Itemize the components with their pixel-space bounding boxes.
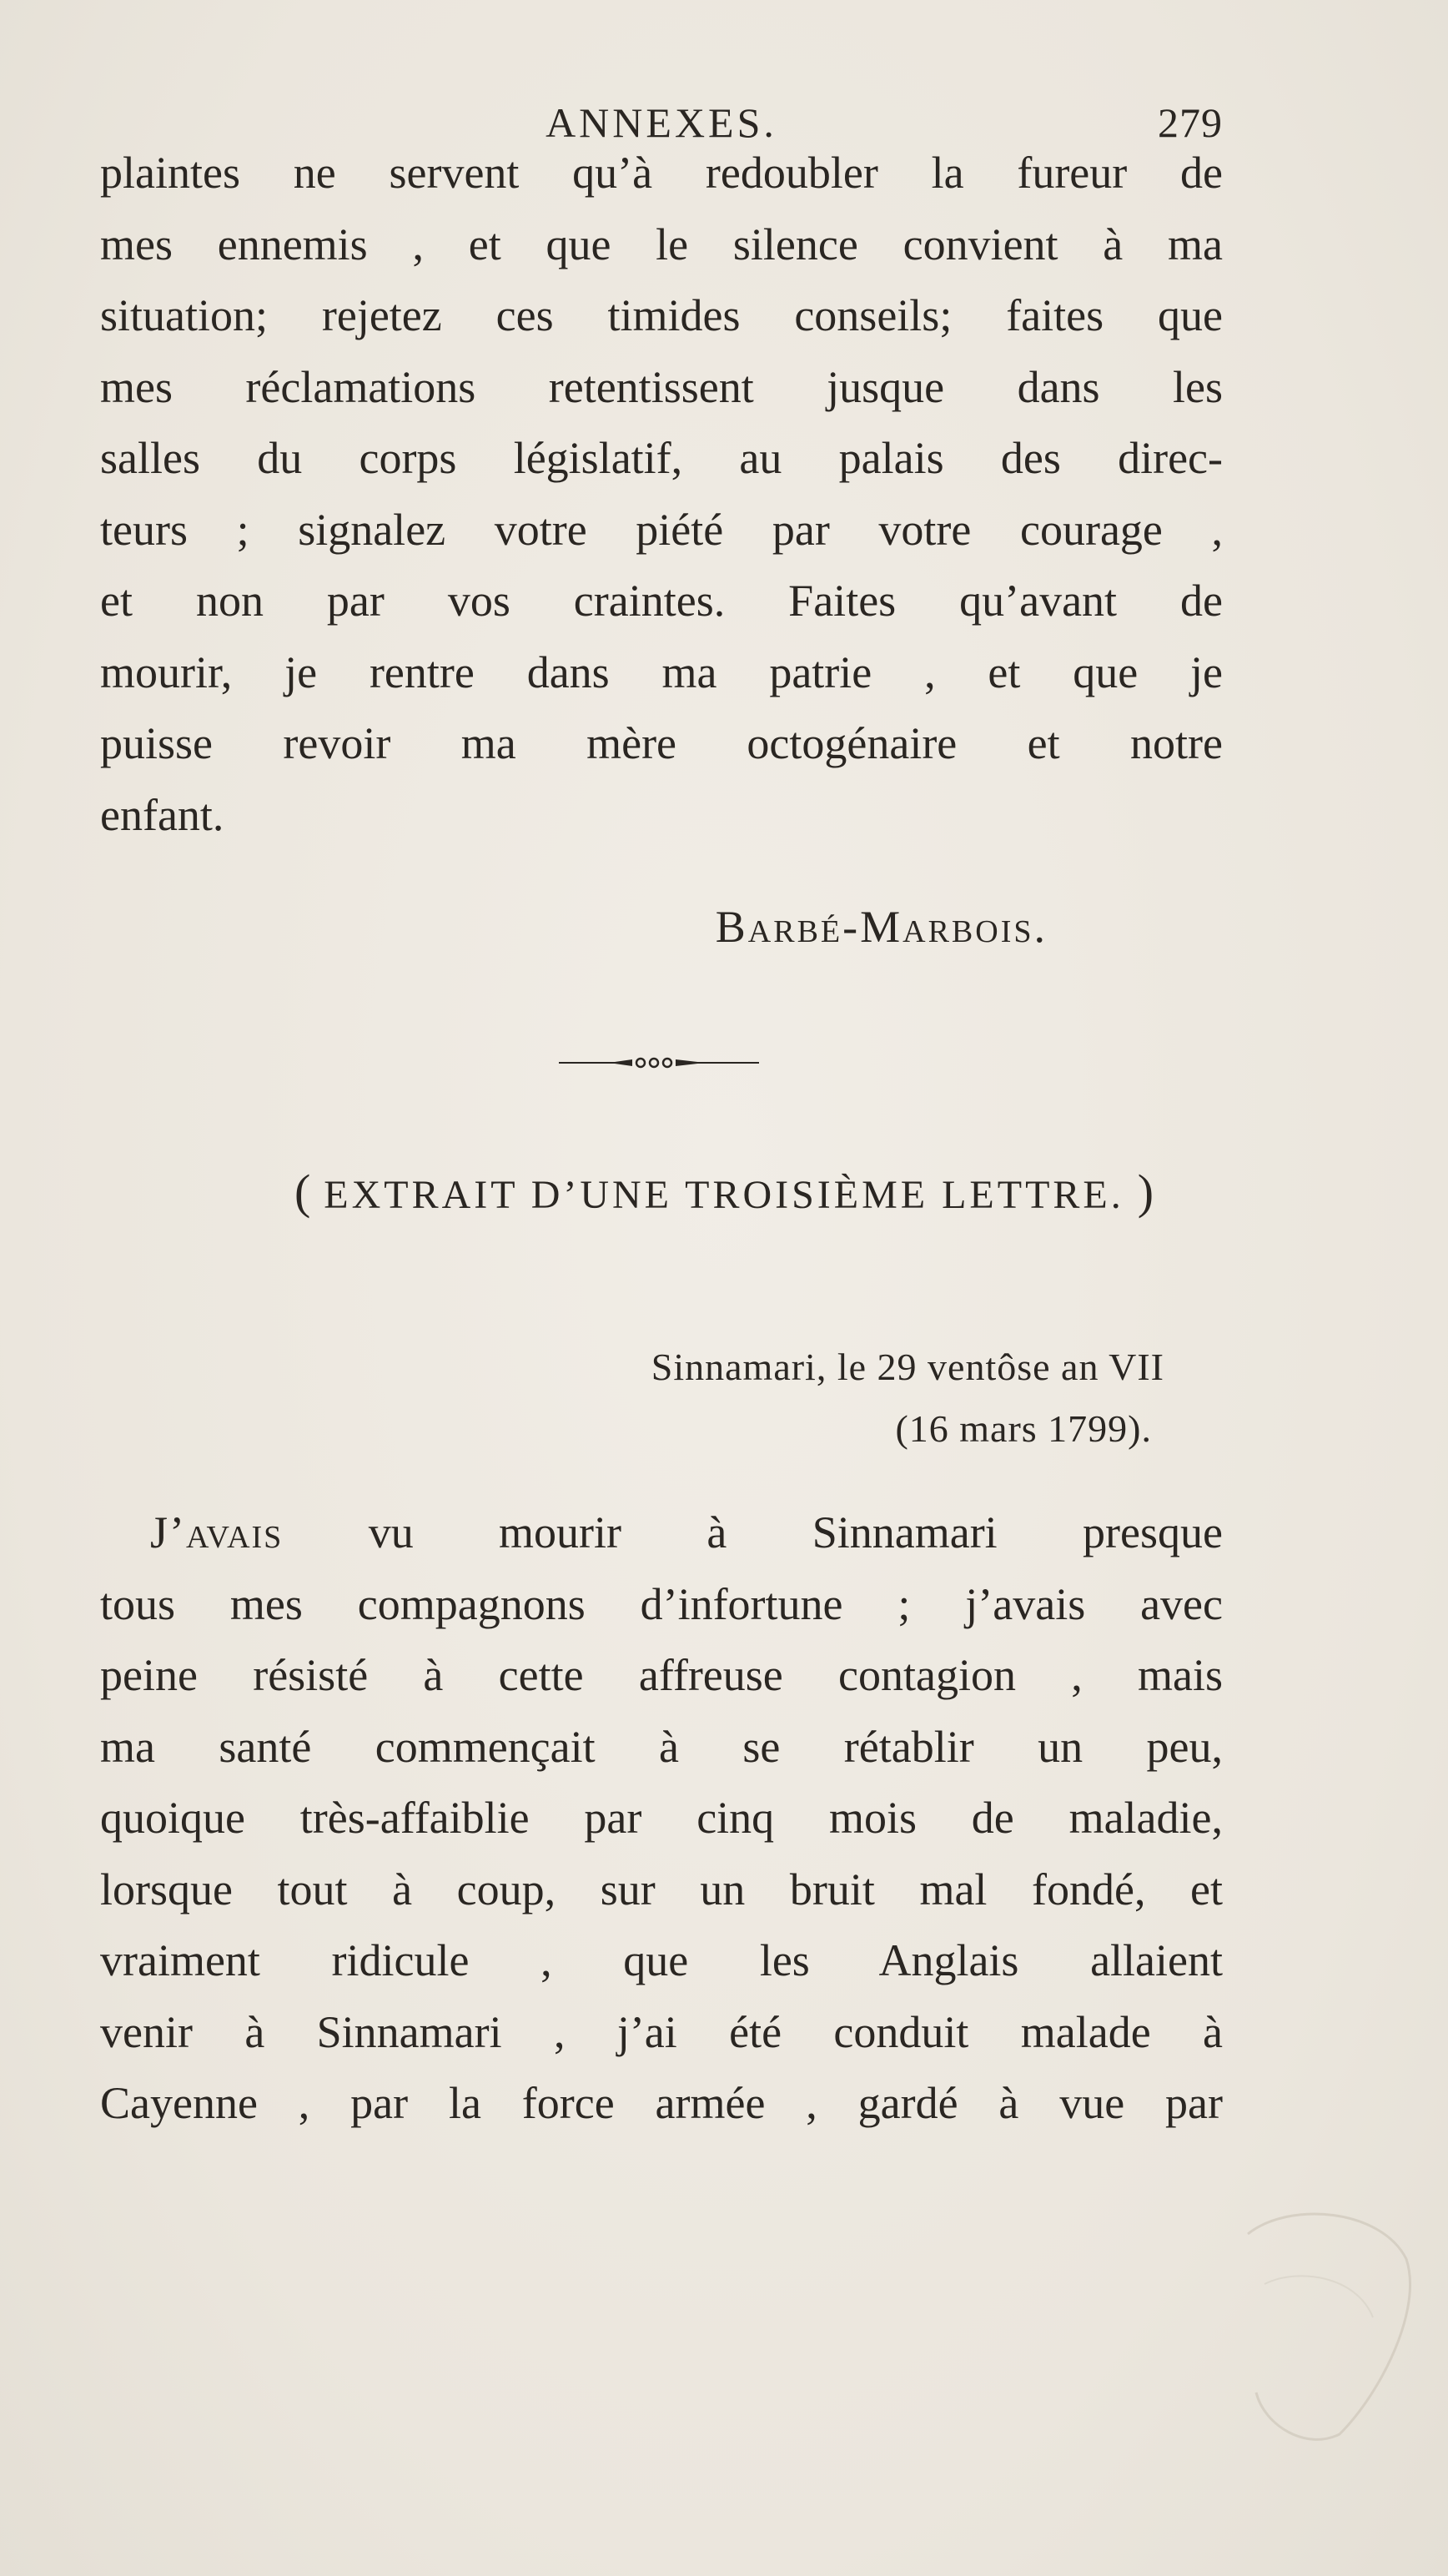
text-line: et non par vos craintes. Faites qu’avant de [100,576,1223,626]
section-heading [0,1164,1448,1220]
text-line: peine résisté à cette affreuse contagion , mais [100,1650,1223,1700]
dateline-date: (16 mars 1799). [895,1407,1152,1450]
text-line: plaintes ne servent qu’à redoubler la fureur de [100,148,1223,198]
opening-word: J’avais [150,1507,284,1557]
paragraph-third-letter [100,1497,1223,2140]
dateline-place: Sinnamari, le 29 ventôse an VII [651,1346,1164,1388]
text-line: teurs ; signalez votre piété par votre courage , [100,504,1223,555]
heading-text: EXTRAIT D’UNE TROISIÈME LETTRE. [324,1173,1124,1217]
paper-stain [1214,2184,1415,2451]
heading-close-paren: ) [1137,1165,1154,1219]
text-line: Cayenne , par la force armée , gardé à vue par [100,2078,1223,2128]
text-line: salles du corps législatif, au palais des direc- [100,433,1223,483]
first-line-rest: vu mourir à Sinnamari presque [283,1507,1223,1557]
heading-open-paren: ( [294,1165,311,1219]
signature: Barbé-Marbois. [715,902,1048,952]
text-line: mes réclamations retentissent jusque dans les [100,361,1223,412]
page-number: 279 [1158,99,1223,146]
running-title: ANNEXES. [546,99,777,146]
text-line: puisse revoir ma mère octogénaire et notre [100,718,1223,768]
paragraph-letter-continuation [100,138,1223,851]
text-line: mourir, je rentre dans ma patrie , et que je [100,647,1223,697]
text-line: enfant. [100,789,224,840]
text-line: mes ennemis , et que le silence convient à ma [100,219,1223,269]
text-line: vraiment ridicule , que les Anglais allaient [100,1935,1223,1985]
ornament-divider [559,1053,759,1073]
text-line: ma santé commençait à se rétablir un peu, [100,1721,1223,1772]
text-line: tous mes compagnons d’infortune ; j’avais avec [100,1578,1223,1629]
text-line-first [100,1497,1223,1569]
text-line: venir à Sinnamari , j’ai été conduit malade à [100,2006,1223,2057]
text-line: quoique très-affaiblie par cinq mois de maladie, [100,1793,1223,1843]
text-line: situation; rejetez ces timides conseils; faites que [100,290,1223,340]
text-line: lorsque tout à coup, sur un bruit mal fondé, et [100,1864,1223,1914]
